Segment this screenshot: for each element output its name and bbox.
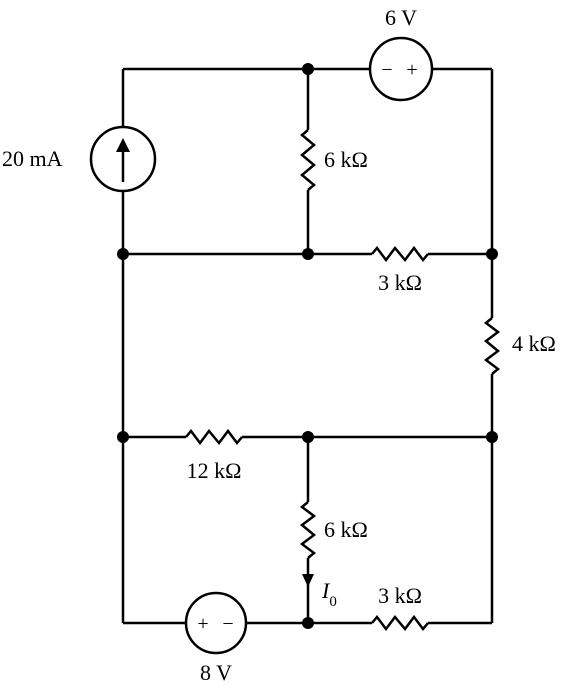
node-lower-center	[302, 431, 314, 443]
node-mid-center	[302, 248, 314, 260]
resistor-3k-mid-zigzag	[372, 248, 428, 260]
voltage-source-6v-neg-sign: −	[381, 59, 393, 81]
voltage-source-8v-pos-sign: +	[197, 613, 209, 635]
resistor-3k-bottom-zigzag	[372, 617, 428, 629]
label-6v: 6 V	[385, 5, 417, 30]
current-arrow-down-icon	[302, 574, 314, 587]
label-4k: 4 kΩ	[512, 331, 556, 356]
label-6k-top: 6 kΩ	[324, 147, 368, 172]
label-3k-bottom: 3 kΩ	[378, 583, 422, 608]
voltage-source-6v-pos-sign: +	[406, 59, 418, 81]
voltage-source-6v-circle	[370, 38, 432, 100]
node-mid-right	[486, 248, 498, 260]
voltage-source-8v-circle	[186, 593, 246, 653]
resistor-6k-top-zigzag	[302, 130, 314, 190]
node-bottom-center	[302, 617, 314, 629]
label-i0	[321, 578, 337, 610]
voltage-source-8v	[186, 593, 246, 653]
label-6k-center: 6 kΩ	[324, 517, 368, 542]
current-source-20ma	[91, 127, 155, 191]
node-mid-left	[117, 248, 129, 260]
resistors	[186, 130, 498, 629]
label-3k-mid: 3 kΩ	[378, 270, 422, 295]
label-20ma: 20 mA	[2, 146, 63, 171]
label-12k: 12 kΩ	[186, 458, 242, 483]
label-i0-subscript: 0	[329, 594, 337, 610]
labels	[2, 5, 556, 685]
nodes	[117, 63, 498, 629]
resistor-12k-zigzag	[186, 431, 242, 443]
resistor-6k-center-zigzag	[302, 502, 314, 558]
voltage-source-8v-neg-sign: −	[222, 613, 234, 635]
node-lower-right	[486, 431, 498, 443]
label-8v: 8 V	[200, 660, 232, 685]
resistor-4k-zigzag	[486, 318, 498, 374]
label-i0-symbol: I	[322, 578, 330, 603]
voltage-source-6v	[370, 38, 432, 100]
node-top-center	[302, 63, 314, 75]
node-lower-left	[117, 431, 129, 443]
